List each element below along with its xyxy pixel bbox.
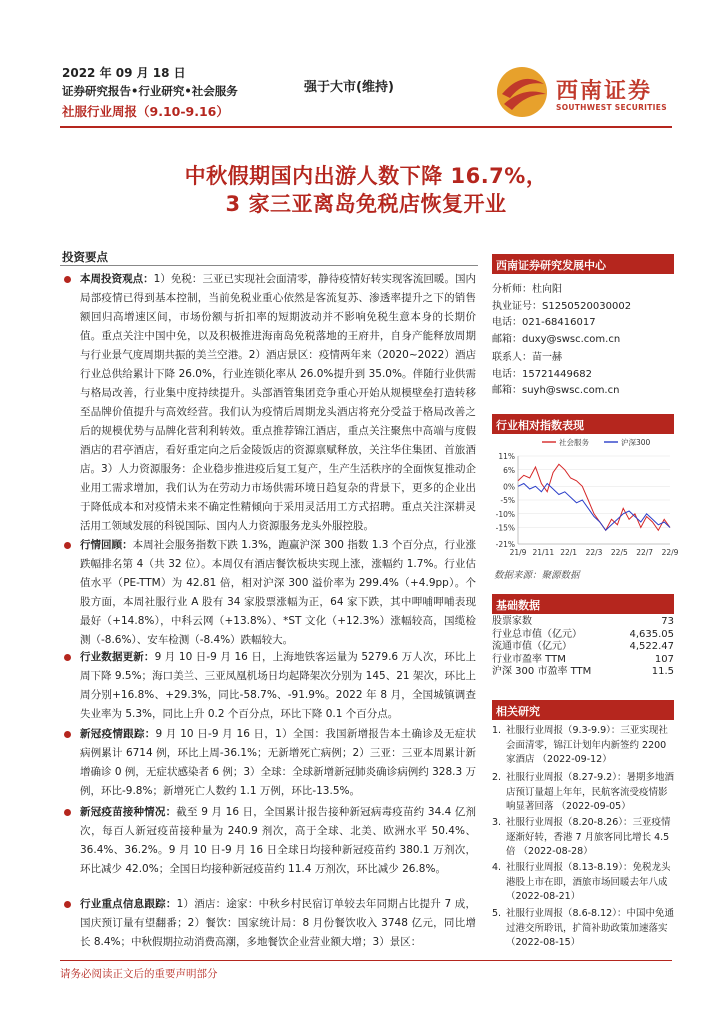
company-logo xyxy=(494,64,674,120)
basic-row: 行业市盈率 TTM 107 xyxy=(492,653,674,665)
report-title-line1: 中秋假期国内出游人数下降 16.7%， xyxy=(184,164,548,188)
y-tick-label: 0% xyxy=(503,482,515,492)
y-tick-label: -10% xyxy=(495,509,515,519)
report-category: 证券研究报告•行业研究•社会服务 xyxy=(62,84,238,98)
paragraph-lead: 新冠疫苗接种情况： xyxy=(80,806,177,818)
paragraph-lead: 行业重点信息跟踪： xyxy=(80,898,177,910)
paragraph-investment-view xyxy=(62,270,476,536)
analyst-info: 分析师：杜向阳 执业证号：S1250520030002 电话：021-68416017 邮箱：duxy@swsc.com.cn 联系人：苗一赫 电话：15721449682 邮箱：suyh@swsc.com.cn xyxy=(492,284,632,396)
paragraph-text: 截至 9 月 16 日，全国累计报告接种新冠病毒疫苗约 34.4 亿剂次，每百人新冠疫苗接种量为 240.9 剂次，高于全球、北美、欧洲水平 50.4%、36.4%、36.2%。9 月 10 日-9 月 16 日全球日均接种新冠疫苗约 380.1 万剂次，环比减少 42.0%；全国日均接种新冠疫苗约 11.4 万剂次，环比减少 26.8%。 xyxy=(80,806,476,875)
series-line xyxy=(518,484,670,531)
analyst-email[interactable]: duxy@swsc.com.cn xyxy=(522,333,621,345)
x-tick-label: 21/9 xyxy=(509,548,527,557)
report-title-line2: 3 家三亚离岛免税店恢复开业 xyxy=(225,192,507,216)
x-tick-label: 21/11 xyxy=(532,548,555,557)
bullet-icon xyxy=(64,731,71,738)
chart-grid xyxy=(518,456,670,544)
relative-index-chart xyxy=(488,434,679,562)
contact-name: 苗一赫 xyxy=(532,352,562,363)
footer-disclaimer: 请务必阅读正文后的重要声明部分 xyxy=(60,968,218,980)
y-tick-label: -21% xyxy=(495,540,515,549)
x-tick-label: 22/9 xyxy=(661,548,679,557)
x-tick-label: 22/5 xyxy=(610,548,628,557)
analyst-name: 杜向阳 xyxy=(532,284,562,295)
series-line xyxy=(518,464,670,530)
x-tick-label: 22/1 xyxy=(560,548,578,557)
paragraph-covid-tracking xyxy=(62,725,476,801)
footer-divider xyxy=(60,960,672,961)
basic-row: 行业总市值（亿元） 4,635.05 xyxy=(492,628,674,640)
chart-lines xyxy=(518,464,670,530)
paragraph-lead: 新冠疫情跟踪： xyxy=(80,728,156,740)
x-tick-label: 22/7 xyxy=(636,548,654,557)
header-divider xyxy=(60,126,672,128)
paragraph-text: 本周社会服务指数下跌 1.3%，跑赢沪深 300 指数 1.3 个百分点，行业涨跌幅排名第 4（共 32 位）。本周仅有酒店餐饮板块实现上涨，涨幅约 1.7%。行业估值水平（PE-TTM）为 42.81 倍，相对沪深 300 溢价率为 299.4%（+4.9pp）。个股方面，本周社服行业 A 股有 34 家股票涨幅为正，64 家下跌，其中呷哺呷哺表现最好（+14.8%），中科云网（+13.8%）、*ST 文化（+12.3%）涨幅较高，国缆检测（-8.6%）、安车检测（-8.4%）跌幅较大。 xyxy=(80,539,477,646)
paragraph-text: 9 月 10 日-9 月 16 日，1）全国：我国新增报告本土确诊及无症状病例累计 6714 例，环比上周-36.1%；无新增死亡病例；2）三亚：三亚本周累计新增确诊 0 例，无症状感染者 6 例；3）全球：全球新增新冠肺炎确诊病例约 328.3 万例，环比-9.8%；新增死亡人数约 1.1 万例，环比-13.5%。 xyxy=(80,728,477,797)
basic-data-table xyxy=(492,616,674,679)
related-item[interactable]: 1. 社服行业周报（9.3-9.9）：三亚实现社会面清零，锦江计划年内新签约 2200 家酒店 （2022-09-12） xyxy=(492,725,668,766)
analyst-phone: 021-68416017 xyxy=(522,317,596,328)
basic-row: 股票家数 73 xyxy=(492,616,674,627)
paragraph-lead: 行情回顾： xyxy=(80,539,133,551)
paragraph-text: 1）酒店：途家：中秋乡村民宿订单较去年同期占比提升 7 成，国庆预订量有望翻番；2）餐饮：国家统计局：8 月份餐饮收入 3748 亿元，同比增长 8.4%；中秋假期拉动消费高潮，多地餐饮企业营业额大增；3）景区： xyxy=(80,898,476,948)
logo-emblem-icon xyxy=(494,64,552,120)
bullet-icon xyxy=(64,809,71,816)
basic-row: 沪深 300 市盈率 TTM 11.5 xyxy=(492,666,674,678)
chart-ticks xyxy=(496,452,679,557)
bullet-icon xyxy=(64,276,71,283)
report-weekly-label: 社服行业周报（9.10-9.16） xyxy=(62,104,229,119)
paragraph-text: 1）免税：三亚已实现社会面清零，静待疫情好转实现客流回暖。国内局部疫情已得到基本控制，当前免税业重心依然是客流复苏、渗透率提升之下的销售额回归高增速区间，市场份额与折扣率的短期波动并不影响免税生意本身的长期价值。重点关注中国中免，以及积极推进海南岛免税落地的王府井，自身产能释放周期与行业景气度周期共振的美兰空港。2）酒店景区：疫情两年来（2020~2022）酒店行业总供给累计下降 26.0%，行业连锁化率从 26.0%提升到 35.0%。伴随行业供需与格局改善，行业集中度持续提升。头部酒管集团竞争重心开始从规模壁垒打造转移至品牌价值提升与高效经营。我们认为疫情后周期龙头酒店将充分受益于格局改善之后的规模优势与品牌化营利利转效。重点推荐锦江酒店，重点关注聚焦中高端与度假酒店的君亭酒店，看好重定向之后金陵饭店的资源禀赋释放，关注华住集团、首旅酒店。3）人力资源服务：企业稳步推进疫后复工复产，生产生活秩序的全面恢复推动企业用工需求增加，我们认为在劳动力市场供需环境日趋复杂的背景下，更多的企业出于降低成本和对疫情未来不确定性精倾向于采用灵活用工方式招聘。重点关注深耕灵活用工领域发展的科锐国际、国内人力资源服务龙头外服控股。 xyxy=(80,273,476,532)
section-divider xyxy=(60,265,478,266)
legend-label: 沪深300 xyxy=(621,438,651,447)
analyst-cert: S1250520030002 xyxy=(542,300,632,312)
contact-phone: 15721449682 xyxy=(522,368,592,380)
industry-rating: 强于大市(维持) xyxy=(304,80,394,95)
bullet-icon xyxy=(64,901,71,908)
related-research-bar: 相关研究 xyxy=(492,700,674,720)
y-tick-label: -5% xyxy=(500,496,515,505)
paragraph-industry-data xyxy=(62,648,476,724)
bullet-icon xyxy=(64,542,71,549)
related-item[interactable]: 5. 社服行业周报（8.6-8.12）：中国中免通过港交所聆讯，扩简补助政策加速落实 （2022-08-15） xyxy=(492,908,674,949)
basic-row: 流通市值（亿元） 4,522.47 xyxy=(492,641,674,653)
index-performance-bar: 行业相对指数表现 xyxy=(492,414,674,434)
report-date: 2022 年 09 月 18 日 xyxy=(62,66,186,80)
paragraph-vaccination xyxy=(62,803,476,879)
chart-legend xyxy=(542,437,651,447)
x-tick-label: 22/3 xyxy=(585,548,603,557)
section-heading: 投资要点 xyxy=(62,250,108,264)
paragraph-lead: 行业数据更新： xyxy=(80,651,155,663)
chart-source: 数据来源：聚源数据 xyxy=(494,570,580,581)
related-item[interactable]: 2. 社服行业周报（8.27-9.2）：暑期多地酒店预订量超上年年，民航客流受疫情影响显著回落 （2022-09-05） xyxy=(492,772,674,813)
legend-label: 社会服务 xyxy=(559,438,589,447)
paragraph-key-info xyxy=(62,895,476,952)
related-item[interactable]: 4. 社服行业周报（8.13-8.19）：免税龙头港股上市在即，酒旅市场回暖去年八成 （2022-08-21） xyxy=(492,862,671,903)
research-center-bar: 西南证券研究发展中心 xyxy=(492,254,674,274)
bullet-icon xyxy=(64,654,71,661)
paragraph-market-review xyxy=(62,536,476,650)
y-tick-label: -15% xyxy=(495,523,515,533)
related-item[interactable]: 3. 社服行业周报（8.20-8.26）：三亚疫情逐渐好转，香港 7 月旅客同比增长 4.5 倍 （2022-08-28） xyxy=(492,817,671,858)
paragraph-lead: 本周投资观点： xyxy=(80,273,154,285)
paragraph-text: 9 月 10 日-9 月 16 日，上海地铁客运量为 5279.6 万人次，环比上周下降 9.5%；海口美兰、三亚凤凰机场日均起降架次分别为 145、21 架次，环比上周分别+16.8%、+29.3%，同比-58.7%、-91.9%。2022 年 8 月，全国城镇调查失业率为 5.3%，同比上升 0.2 个百分点，环比下降 0.1 个百分点。 xyxy=(80,651,477,720)
y-tick-label: 6% xyxy=(503,465,515,475)
y-tick-label: 11% xyxy=(498,452,515,461)
logo-text-cn: 西南证券 xyxy=(556,78,653,104)
logo-text-en: SOUTHWEST SECURITIES xyxy=(556,103,667,112)
contact-email[interactable]: suyh@swsc.com.cn xyxy=(522,385,620,396)
basic-data-bar: 基础数据 xyxy=(492,594,674,614)
